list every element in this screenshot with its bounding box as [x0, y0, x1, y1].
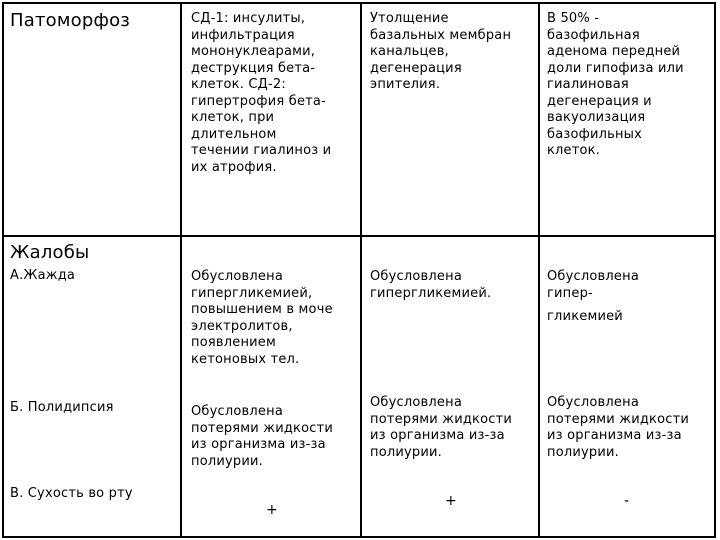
row-divider	[4, 235, 714, 237]
cell-thirst-col3a: Обусловлена гипер-	[547, 269, 639, 301]
cell-dry-mouth-col2: +	[445, 493, 457, 509]
cell-thirst-col3b: гликемией	[547, 309, 623, 324]
column-divider-2	[360, 4, 362, 536]
row-label-polydipsia: Б. Полидипсия	[10, 400, 114, 415]
section-title-complaints: Жалобы	[10, 242, 90, 263]
cell-thirst-col2: Обусловлена гипергликемией.	[370, 269, 492, 301]
comparison-table	[2, 2, 716, 538]
cell-dry-mouth-col3: -	[624, 493, 630, 509]
cell-pathomorphosis-col2: Утолщение базальных мембран канальцев, дегенерация эпителия.	[370, 11, 512, 92]
cell-polydipsia-col2: Обусловлена потерями жидкости из организма из-за полиурии.	[370, 395, 513, 460]
cell-pathomorphosis-col3: В 50% - базофильная аденома передней доли гипофиза или гиалиновая дегенерация и вакуолизация базофильных клеток.	[547, 11, 684, 158]
cell-pathomorphosis-col1: СД-1: инсулиты, инфильтрация мононуклеарами, деструкция бета- клеток. СД-2: гипертрофия бета- клеток, при длительном течении гиалиноз и их атрофия.	[191, 11, 332, 175]
row-label-thirst: А.Жажда	[10, 268, 76, 283]
column-divider-3	[538, 4, 540, 536]
cell-polydipsia-col3: Обусловлена потерями жидкости из организма из-за полиурии.	[547, 395, 690, 460]
cell-dry-mouth-col1: +	[266, 502, 278, 518]
cell-thirst-col1: Обусловлена гипергликемией, повышением в моче электролитов, появлением кетоновых тел.	[191, 269, 333, 367]
column-divider-1	[180, 4, 182, 536]
row-label-pathomorphosis: Патоморфоз	[10, 10, 131, 31]
row-label-dry-mouth: В. Сухость во рту	[10, 486, 133, 501]
cell-polydipsia-col1: Обусловлена потерями жидкости из организма из-за полиурии.	[191, 404, 334, 469]
